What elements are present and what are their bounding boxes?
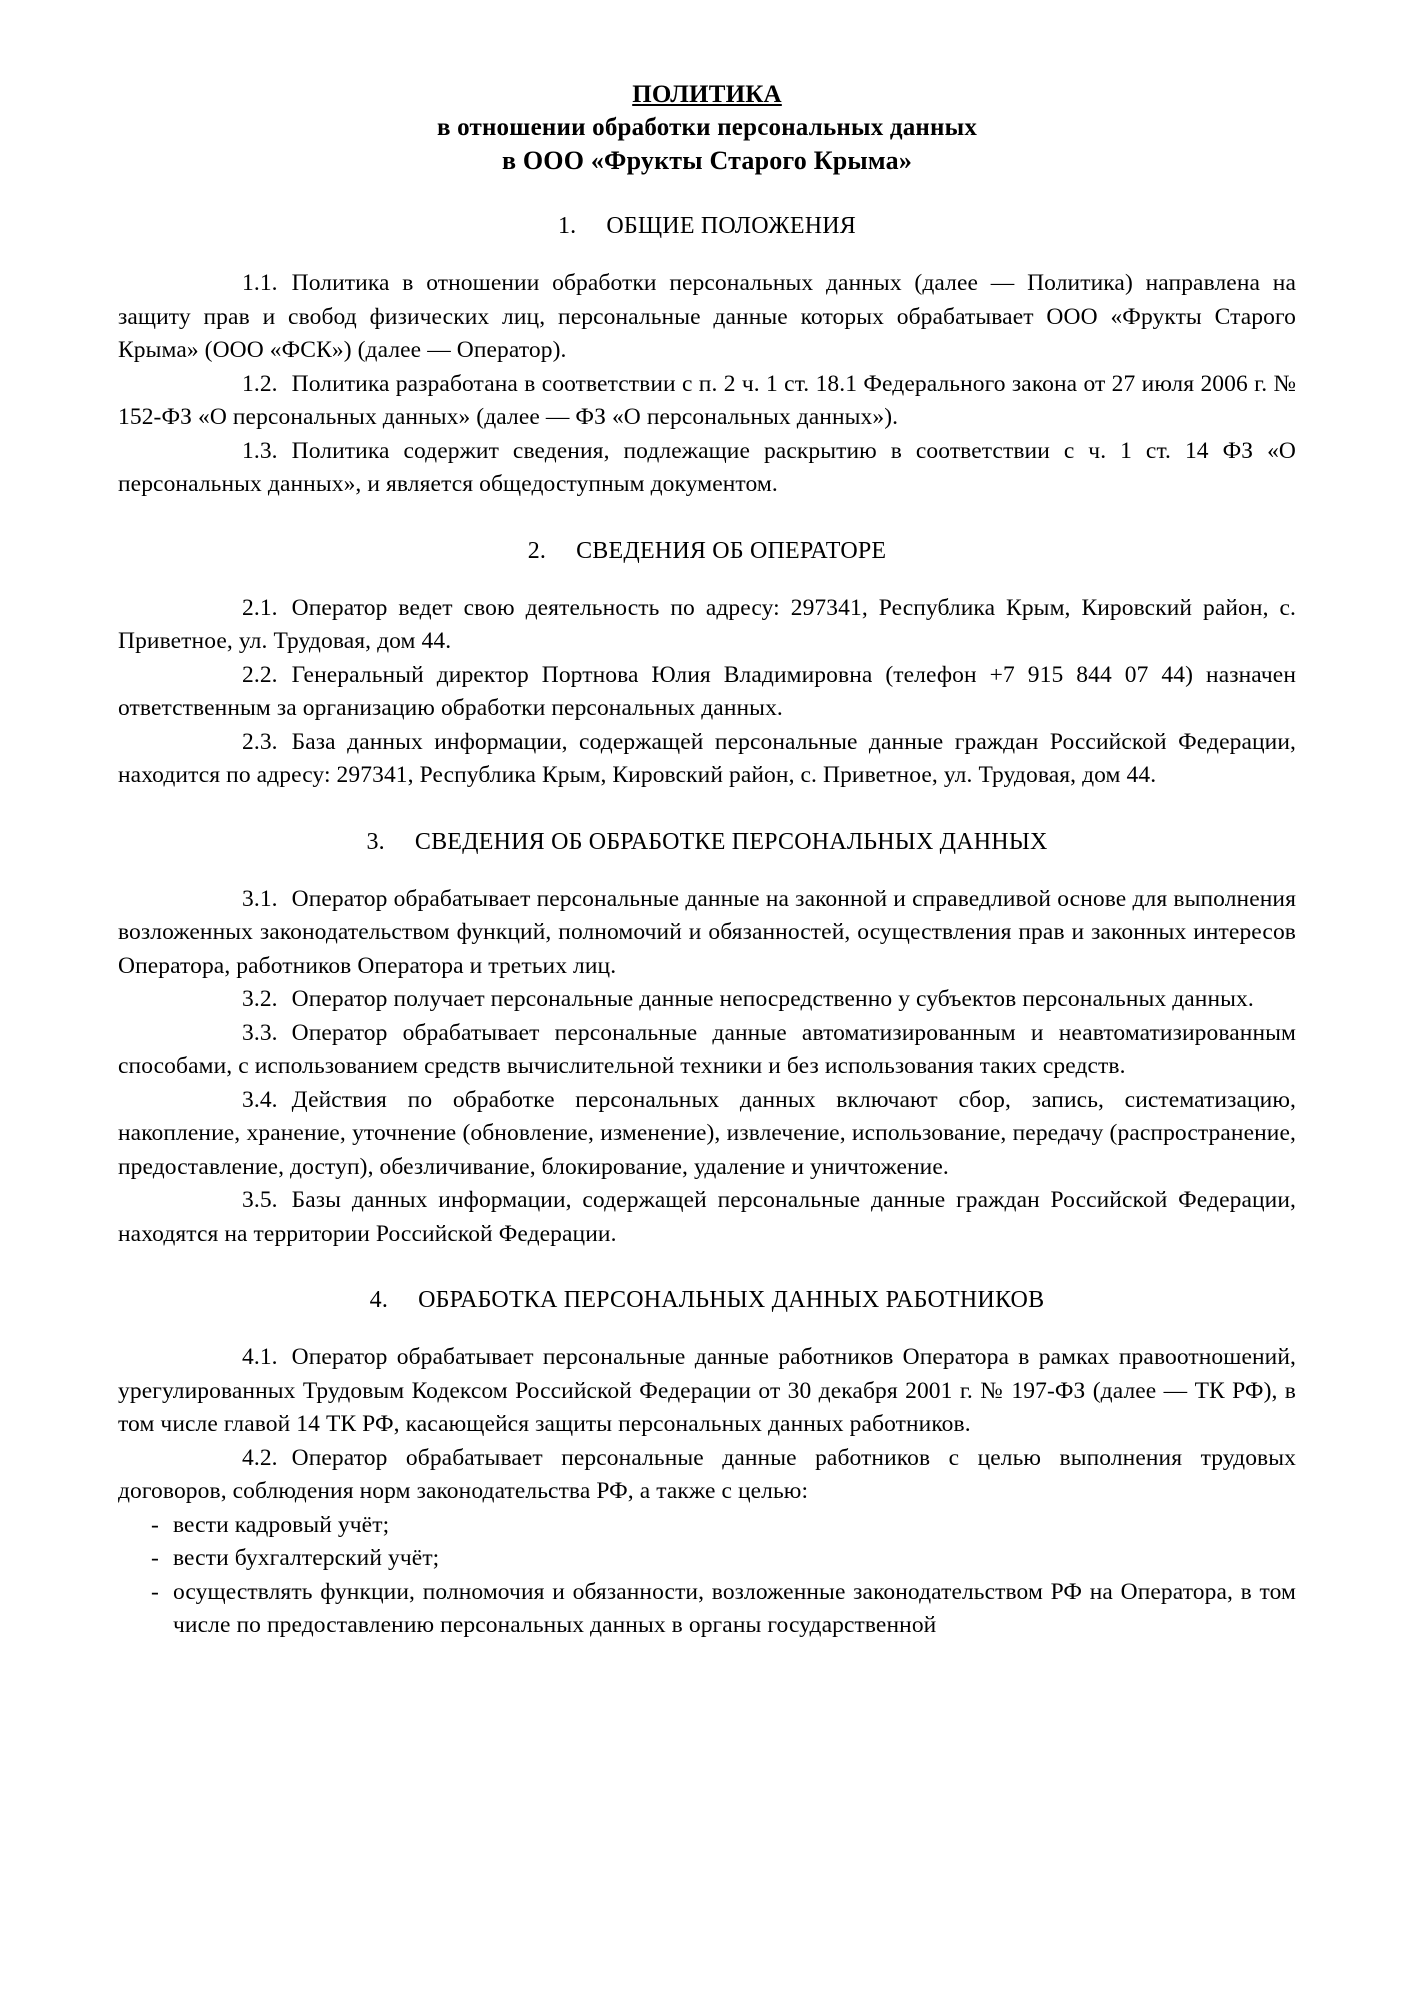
clause-number: 2.1. xyxy=(242,594,278,621)
paragraph xyxy=(118,883,1296,984)
section-heading-2 xyxy=(118,536,1296,566)
clause-number: 3.2. xyxy=(242,986,278,1012)
section-number-3: 3. xyxy=(366,828,385,855)
clause-number: 2.3. xyxy=(242,728,278,755)
clause-number: 1.2. xyxy=(242,370,278,397)
document-title-line-1: ПОЛИТИКА xyxy=(632,81,782,108)
paragraph xyxy=(118,1184,1296,1251)
clause-text: Политика разработана в соответствии с п. 2 ч. 1 ст. 18.1 Федерального закона от 27 июля 2006 г. № 152-ФЗ «О персональных данных» (далее — ФЗ «О персональных данных»). xyxy=(118,370,1296,430)
clause-number: 2.2. xyxy=(242,661,278,688)
document-title xyxy=(118,78,1296,177)
clause-number: 1.1. xyxy=(242,270,278,296)
clause-text: Оператор обрабатывает персональные данные автоматизированным и неавтоматизированным способами, с использованием средств вычислительной техники и без использования таких средств. xyxy=(118,1019,1296,1079)
paragraph xyxy=(118,435,1296,502)
paragraph xyxy=(118,267,1296,368)
document-title-line-3: в ООО «Фрукты Старого Крыма» xyxy=(501,146,913,175)
paragraph xyxy=(118,726,1296,793)
section-title-2: СВЕДЕНИЯ ОБ ОПЕРАТОРЕ xyxy=(576,537,887,564)
clause-number: 1.3. xyxy=(242,437,278,464)
clause-text: Оператор обрабатывает персональные данные работников Оператора в рамках правоотношений, урегулированных Трудовым Кодексом Российской Федерации от 30 декабря 2001 г. № 197-ФЗ (далее — ТК РФ), в том числе главой 14 ТК РФ, касающейся защиты персональных данных работников. xyxy=(118,1344,1296,1437)
clause-text: Политика в отношении обработки персональных данных (далее — Политика) направлена на защиту прав и свобод физических лиц, персональные данные которых обрабатывает ООО «Фрукты Старого Крыма» (ООО «ФСК») (далее — Оператор). xyxy=(118,270,1296,363)
paragraph xyxy=(118,659,1296,726)
section-title-1: ОБЩИЕ ПОЛОЖЕНИЯ xyxy=(606,213,857,239)
list-item: - осуществлять функции, полномочия и обязанности, возложенные законодательством РФ на Оператора, в том числе по предоставлению персональных данных в органы государственной xyxy=(118,1576,1296,1643)
paragraph xyxy=(118,1341,1296,1442)
section-heading-1 xyxy=(118,211,1296,241)
clause-text: Базы данных информации, содержащей персональные данные граждан Российской Федерации, находятся на территории Российской Федерации. xyxy=(118,1187,1296,1247)
list-item: - вести бухгалтерский учёт; xyxy=(118,1542,1296,1576)
section-number-2: 2. xyxy=(527,537,547,564)
section-heading-4 xyxy=(118,1285,1296,1315)
section-title-4: ОБРАБОТКА ПЕРСОНАЛЬНЫХ ДАННЫХ РАБОТНИКОВ xyxy=(418,1287,1045,1313)
paragraph xyxy=(118,1084,1296,1185)
clause-text: База данных информации, содержащей персональные данные граждан Российской Федерации, находится по адресу: 297341, Республика Крым, Кировский район, с. Приветное, ул. Трудовая, дом 44. xyxy=(118,728,1296,788)
clause-number: 3.1. xyxy=(242,885,278,912)
clause-text: Политика содержит сведения, подлежащие раскрытию в соответствии с ч. 1 ст. 14 ФЗ «О персональных данных», и является общедоступным документом. xyxy=(118,437,1296,497)
paragraph xyxy=(118,368,1296,435)
paragraph xyxy=(118,983,1296,1017)
clause-text: Оператор получает персональные данные непосредственно у субъектов персональных данных. xyxy=(291,986,1254,1012)
section-number-1: 1. xyxy=(557,213,577,239)
clause-number: 3.4. xyxy=(242,1086,278,1113)
list-item: - вести кадровый учёт; xyxy=(118,1509,1296,1543)
clause-text: Действия по обработке персональных данных включают сбор, запись, систематизацию, накопление, хранение, уточнение (обновление, изменение), извлечение, использование, передачу (распространение, предоставление, доступ), обезличивание, блокирование, удаление и уничтожение. xyxy=(118,1086,1296,1180)
section-title-3: СВЕДЕНИЯ ОБ ОБРАБОТКЕ ПЕРСОНАЛЬНЫХ ДАННЫХ xyxy=(414,828,1048,855)
purpose-list xyxy=(118,1509,1296,1643)
clause-text: Оператор обрабатывает персональные данные на законной и справедливой основе для выполнения возложенных законодательством функций, полномочий и обязанностей, осуществления прав и законных интересов Оператора, работников Оператора и третьих лиц. xyxy=(118,885,1296,979)
clause-number: 4.2. xyxy=(242,1444,278,1471)
clause-number: 3.5. xyxy=(242,1187,278,1213)
paragraph xyxy=(118,592,1296,659)
paragraph xyxy=(118,1442,1296,1509)
document-title-line-2: в отношении обработки персональных данных xyxy=(436,114,978,141)
paragraph xyxy=(118,1017,1296,1084)
section-number-4: 4. xyxy=(369,1287,389,1313)
section-heading-3 xyxy=(118,827,1296,857)
clause-text: Оператор обрабатывает персональные данные работников с целью выполнения трудовых договоров, соблюдения норм законодательства РФ, а также с целью: xyxy=(118,1444,1296,1504)
clause-number: 3.3. xyxy=(242,1019,278,1046)
clause-number: 4.1. xyxy=(242,1344,278,1370)
clause-text: Оператор ведет свою деятельность по адресу: 297341, Республика Крым, Кировский район, с. Приветное, ул. Трудовая, дом 44. xyxy=(118,594,1296,654)
clause-text: Генеральный директор Портнова Юлия Владимировна (телефон +7 915 844 07 44) назначен ответственным за организацию обработки персональных данных. xyxy=(118,661,1296,721)
